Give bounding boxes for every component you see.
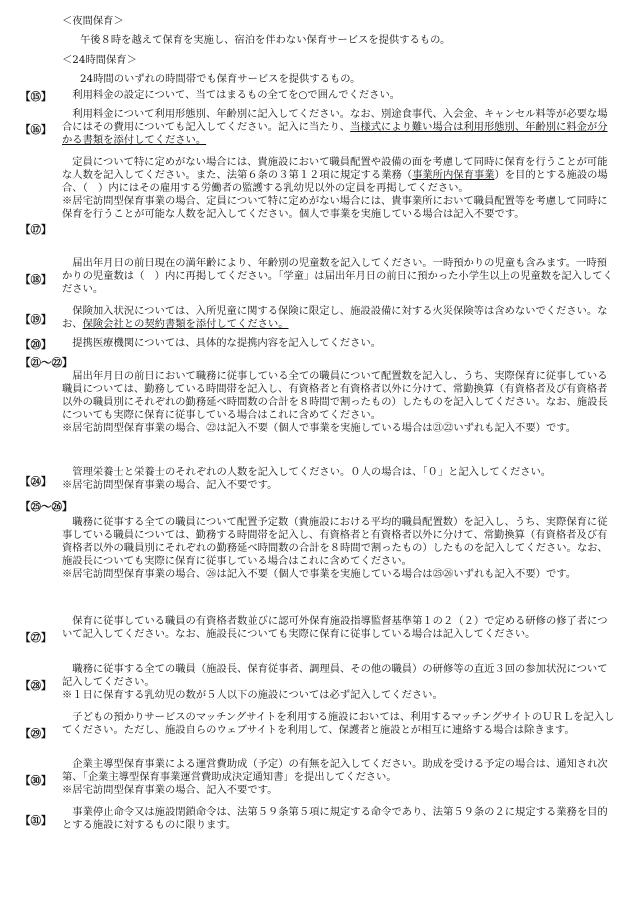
- item-text-29: 子どもの預かりサービスのマッチングサイトを利用する施設においては、利用するマッチングサイトのＵＲＬを記入してください。ただし、施設自らのウェブサイトを利用して、保護者と施設とが相互に連絡する場合は除きます。: [62, 711, 615, 736]
- item-label-27: 【㉗】: [20, 632, 52, 644]
- item-note-17: ※居宅訪問型保育事業の場合、定員について特に定めがない場合には、貴事業所において職員配置等を考慮して同時に保育を行うことが可能な人数を記入してください。個人で事業を実施している場合は記入不要です。: [62, 195, 608, 220]
- item-label-24: 【㉔】: [20, 476, 52, 488]
- item-body-16: [62, 108, 615, 147]
- item-body-29: [62, 711, 615, 737]
- item-body-31: [62, 806, 615, 832]
- item-text-25-26: 職務に従事する全ての職員について配置予定数（貴施設における平均的職員配置数）を記入し、うち、実際保育に従事している職員については、勤務する時間帯を記入し、有資格者と有資格者以外に分けて、常勤換算（有資格者及び有資格者以外の職員別にそれぞれの勤務延べ時間数の合計を８時間で割ったもの）したものを記入してください。なお、施設長についても実際に保育に従事している場合はこれに含めてください。: [62, 516, 608, 567]
- item-body-30: [62, 758, 615, 797]
- item-text-15: 利用料金の設定について、当てはまるもの全てを○で囲んでください。: [72, 89, 401, 101]
- item-label-18: 【⑱】: [20, 274, 52, 286]
- item-note-28: ※１日に保育する乳幼児の数が５人以下の施設については必ず記入してください。: [62, 689, 443, 701]
- item-label-19: 【⑲】: [20, 314, 52, 326]
- item-body-19: [62, 305, 615, 331]
- item-text-31: 事業停止命令又は施設閉鎖命令は、法第５９条第５項に規定する命令であり、法第５９条の２に規定する業務を目的とする施設に対するものに限ります。: [62, 806, 608, 831]
- item-body-17: [62, 156, 615, 221]
- item-note-25-26: ※居宅訪問型保育事業の場合、㉖は記入不要（個人で事業を実施している場合は㉕㉖いずれも記入不要）です。: [62, 568, 577, 580]
- item-underline-19: 保険会社との契約書類を添付してください。: [82, 318, 289, 330]
- yakan-text: 午後８時を越えて保育を実施し、宿泊を伴わない保育サービスを提供するもの。: [80, 34, 451, 46]
- h24-text: 24時間のいずれの時間帯でも保育サービスを提供するもの。: [80, 73, 361, 85]
- item-text-18: 届出年月日の前日現在の満年齢により、年齢別の児童数を記入してください。一時預かりの児童も含みます。一時預かりの児童数は（ ）内に再掲してください。「学童」は届出年月日の前日に預かった小学生以上の児童数を記入してください。: [62, 257, 613, 295]
- item-text-30: 企業主導型保育事業による運営費助成（予定）の有無を記入してください。助成を受ける予定の場合は、通知され次第、「企業主導型保育事業運営費助成決定通知書」を提出してください。: [62, 758, 608, 783]
- item-underline-16: 当様式により難い場合は利用形態別、年齢別に料金が分かる書類を添付してください。: [62, 121, 608, 146]
- item-note-21-22: ※居宅訪問型保育事業の場合、㉒は記入不要（個人で事業を実施している場合は㉑㉒いずれも記入不要）です。: [62, 422, 577, 434]
- item-body-21-22: [62, 370, 615, 435]
- item-text-19: 保険加入状況については、入所児童に関する保険に限定し、施設設備に対する火災保険等は含めないでください。なお、: [62, 305, 608, 330]
- item-body-25-26: [62, 516, 615, 581]
- item-body-24: [62, 466, 615, 492]
- item-body-18: [62, 257, 615, 296]
- item-text-16: 利用料金について利用形態別、年齢別に記入してください。なお、別途食事代、入会金、キャンセル料等が必要な場合にはその費用についても記入してください。記入に当たり、: [62, 108, 608, 133]
- item-text-27: 保育に従事している職員の有資格者数並びに認可外保育施設指導監督基準第１の２（２）で定める研修の修了者について記入してください。なお、施設長についても実際に保育に従事している場合は記入してください。: [62, 615, 608, 640]
- item-text-24: 管理栄養士と栄養士のそれぞれの人数を記入してください。０人の場合は、「０」と記入してください。: [72, 466, 552, 478]
- item-text-17b: ）を目的とする施設の場合、（ ）内にはその雇用する労働者の監護する乳幼児以外の定員を再掲してください。: [62, 169, 608, 194]
- item-underline-17: 事業所内保育事業: [412, 169, 495, 181]
- item-label-20: 【⑳】: [20, 339, 52, 351]
- item-body-15: [62, 89, 615, 102]
- item-body-20: [62, 337, 615, 350]
- item-label-17: 【⑰】: [20, 224, 52, 236]
- item-text-28: 職務に従事する全ての職員（施設長、保育従事者、調理員、その他の職員）の研修等の直近３回の参加状況について記入してください。: [62, 663, 608, 688]
- item-note-30: ※居宅訪問型保育事業の場合、記入不要です。: [62, 784, 278, 796]
- item-label-31: 【㉛】: [20, 815, 52, 827]
- item-label-15: 【⑮】: [20, 91, 52, 103]
- item-body-27: [62, 615, 615, 641]
- item-label-16: 【⑯】: [20, 124, 52, 136]
- item-label-28: 【㉘】: [20, 680, 52, 692]
- item-label-30: 【㉚】: [20, 775, 52, 787]
- yakan-heading: ＜夜間保育＞: [62, 15, 124, 27]
- item-label-21-22: 【㉑～㉒】: [20, 357, 73, 369]
- item-body-28: [62, 663, 615, 702]
- h24-heading: ＜24時間保育＞: [62, 54, 137, 66]
- item-label-25-26: 【㉕～㉖】: [20, 501, 73, 513]
- item-label-29: 【㉙】: [20, 728, 52, 740]
- item-text-20: 提携医療機関については、具体的な提携内容を記入してください。: [72, 337, 381, 349]
- item-text-21-22: 届出年月日の前日において職務に従事している全ての職員について配置数を記入し、うち、実際保育に従事している職員については、勤務している時間帯を記入し、有資格者と有資格者以外に分けて、常勤換算（有資格者及び有資格者以外の職員別にそれぞれの勤務延べ時間数の合計を８時間で割ったもの）したものを記入してください。なお、施設長についても実際に保育に従事している場合はこれに含めてください。: [62, 370, 608, 421]
- item-note-24: ※居宅訪問型保育事業の場合、記入不要です。: [62, 479, 278, 491]
- item-text-17a: 定員について特に定めがない場合には、貴施設において職員配置や設備の面を考慮して同時に保育を行うことが可能な人数を記入してください。また、法第６条の３第１２項に規定する業務（: [62, 156, 608, 181]
